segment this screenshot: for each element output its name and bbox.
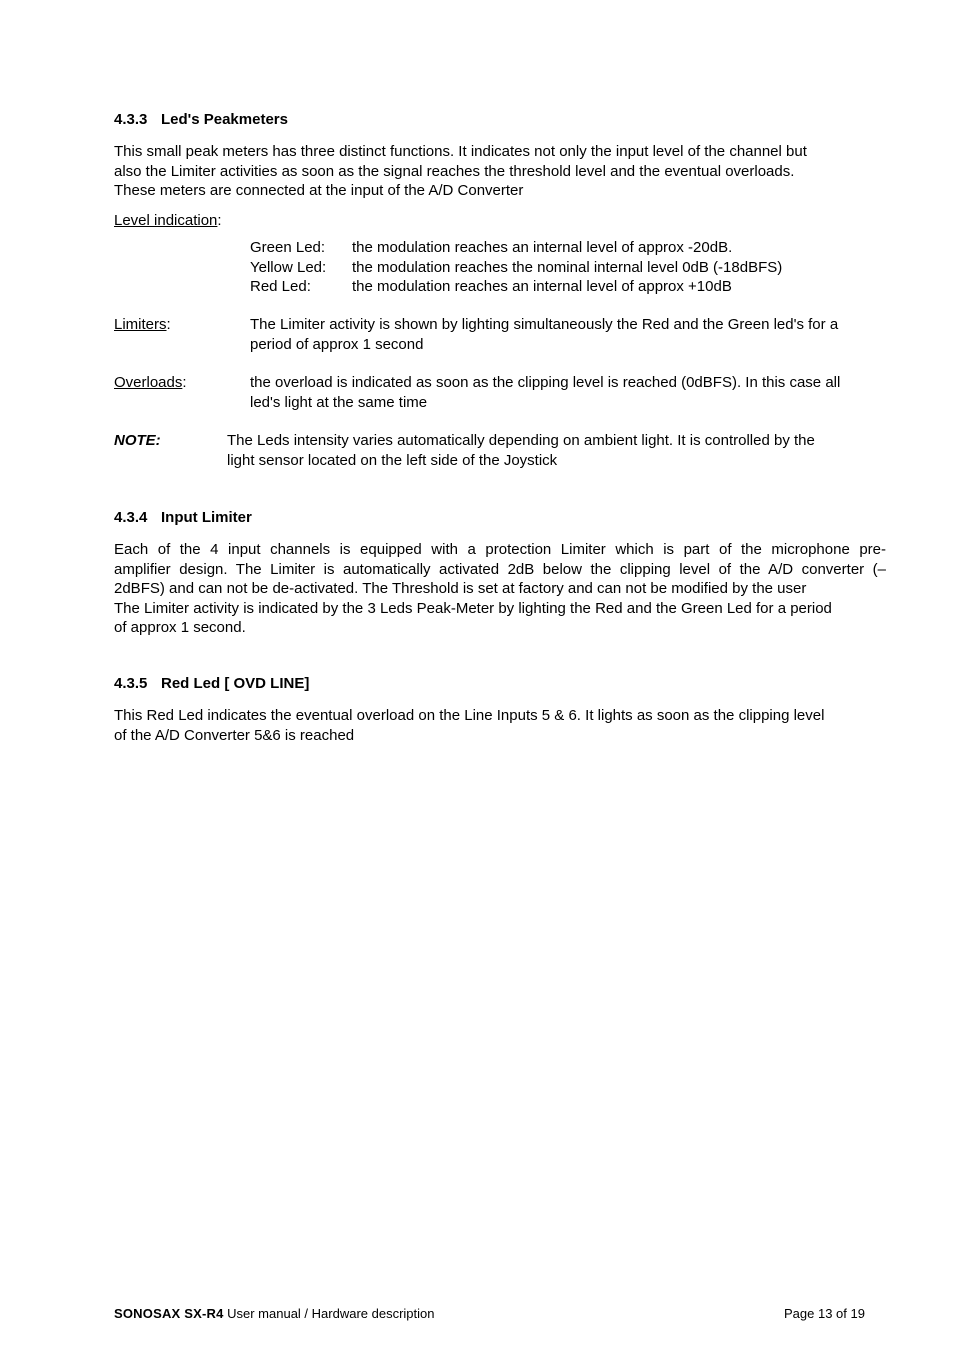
input-limiter-paragraph xyxy=(114,540,886,638)
led-description: the modulation reaches an internal level of approx -20dB. xyxy=(352,239,733,256)
footer-page-number: Page 13 of 19 xyxy=(784,1306,865,1321)
text-line: period of approx 1 second xyxy=(250,335,424,353)
red-led-paragraph xyxy=(114,706,886,745)
led-row-red xyxy=(250,277,886,297)
text-line: light sensor located on the left side of the Joystick xyxy=(227,451,558,469)
led-name: Red Led: xyxy=(250,278,311,295)
section-heading-4-3-5 xyxy=(114,674,309,693)
note-text xyxy=(227,431,887,470)
peakmeters-intro xyxy=(114,142,886,201)
footer-doc-title: User manual / Hardware description xyxy=(223,1306,435,1321)
led-row-yellow xyxy=(250,258,886,278)
text-line: The Limiter activity is shown by lighting simultaneously the Red and the Green led's for a xyxy=(250,316,839,333)
text-line: The Leds intensity varies automatically depending on ambient light. It is controlled by the xyxy=(227,432,815,449)
footer-brand: SONOSAX SX-R4 xyxy=(114,1306,224,1321)
section-heading-4-3-3 xyxy=(114,110,288,129)
text-line: of the A/D Converter 5&6 is reached xyxy=(114,726,355,744)
led-description: the modulation reaches the nominal internal level 0dB (-18dBFS) xyxy=(352,259,783,276)
text-line: the overload is indicated as soon as the clipping level is reached (0dBFS). In this case all xyxy=(250,374,841,391)
led-name: Green Led: xyxy=(250,239,326,256)
section-number: 4.3.3 xyxy=(114,111,148,128)
overloads-label: Overloads: xyxy=(114,374,187,391)
text-line: 2dBFS) and can not be de-activated. The Threshold is set at factory and can not be modified by the user xyxy=(114,580,807,597)
footer-document-info xyxy=(114,1305,435,1322)
section-title: Red Led [ OVD LINE] xyxy=(161,675,310,692)
led-description: the modulation reaches an internal level of approx +10dB xyxy=(352,278,732,295)
note-label: NOTE: xyxy=(114,432,161,449)
text-line: amplifier design. The Limiter is automatically activated 2dB below the clipping level of the A/D converter (– xyxy=(114,560,886,578)
text-line: of approx 1 second. xyxy=(114,619,246,636)
text-line: led's light at the same time xyxy=(250,393,428,411)
section-title: Led's Peakmeters xyxy=(161,111,288,128)
text-line: These meters are connected at the input of the A/D Converter xyxy=(114,182,524,199)
text-line: also the Limiter activities as soon as the signal reaches the threshold level and the eventual overloads. xyxy=(114,162,795,180)
section-number: 4.3.5 xyxy=(114,675,148,692)
limiters-description xyxy=(250,315,886,354)
text-line: This Red Led indicates the eventual overload on the Line Inputs 5 & 6. It lights as soon as the clipping level xyxy=(114,707,825,724)
section-title: Input Limiter xyxy=(161,509,252,526)
text-line: This small peak meters has three distinct functions. It indicates not only the input level of the channel but xyxy=(114,143,807,160)
level-indication-label: Level indication: xyxy=(114,212,222,229)
led-name: Yellow Led: xyxy=(250,259,327,276)
section-number: 4.3.4 xyxy=(114,509,148,526)
overloads-description xyxy=(250,373,886,412)
led-row-green xyxy=(250,238,886,258)
limiters-label: Limiters: xyxy=(114,316,171,333)
text-line: Each of the 4 input channels is equipped with a protection Limiter which is part of the microphone pre- xyxy=(114,541,886,558)
text-line: The Limiter activity is indicated by the 3 Leds Peak-Meter by lighting the Red and the Green Led for a period xyxy=(114,599,832,617)
section-heading-4-3-4 xyxy=(114,508,252,527)
